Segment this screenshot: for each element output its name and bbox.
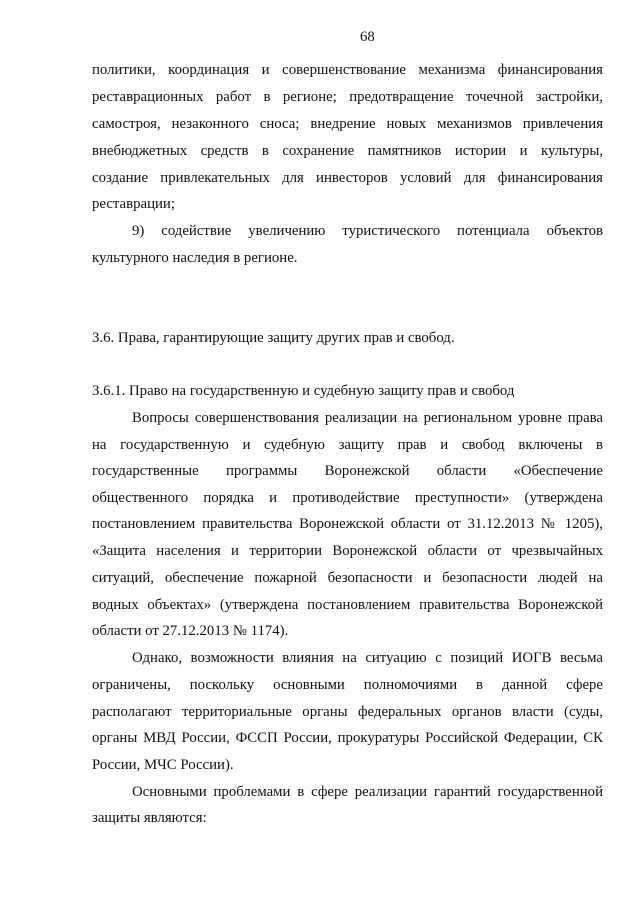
text-line: водных объектах» (утверждена постановлением правительства Воронежской	[92, 597, 603, 613]
text-line: Вопросы совершенствования реализации на региональном уровне права	[132, 410, 603, 426]
text-line: располагают территориальные органы федеральных органов власти (суды,	[92, 704, 603, 720]
text-line: политики, координация и совершенствование механизма финансирования	[92, 62, 603, 78]
page-number: 68	[360, 29, 375, 45]
text-line: ограничены, поскольку основными полномочиями в данной сфере	[92, 677, 603, 693]
text-line: защиты являются:	[92, 810, 207, 826]
text-line: на государственную и судебную защиту прав и свобод включены в	[92, 437, 603, 453]
text-line: общественного порядка и противодействие преступности» (утверждена	[92, 490, 603, 506]
text-line: создание привлекательных для инвесторов условий для финансирования	[92, 170, 603, 186]
text-line: Основными проблемами в сфере реализации гарантий государственной	[132, 784, 603, 800]
text-line: государственные программы Воронежской области «Обеспечение	[92, 463, 603, 479]
text-line: ситуаций, обеспечение пожарной безопасности и безопасности людей на	[92, 570, 603, 586]
text-line: внебюджетных средств в сохранение памятников истории и культуры,	[92, 143, 603, 159]
text-line: области от 27.12.2013 № 1174).	[92, 623, 289, 639]
text-line: реставрации;	[92, 196, 175, 212]
text-line: 9) содействие увеличению туристического потенциала объектов	[132, 223, 603, 239]
text-line: Однако, возможности влияния на ситуацию с позиций ИОГВ весьма	[132, 650, 603, 666]
text-line: органы МВД России, ФССП России, прокуратуры Российской Федерации, СК	[92, 730, 603, 746]
text-line: России, МЧС России).	[92, 757, 234, 773]
text-line: «Защита населения и территории Воронежской области от чрезвычайных	[92, 543, 603, 559]
text-line: реставрационных работ в регионе; предотвращение точечной застройки,	[92, 89, 603, 105]
section-heading: 3.6. Права, гарантирующие защиту других прав и свобод.	[92, 330, 455, 346]
text-line: культурного наследия в регионе.	[92, 250, 298, 266]
subsection-heading: 3.6.1. Право на государственную и судебную защиту прав и свобод	[92, 383, 515, 399]
text-line: постановлением правительства Воронежской области от 31.12.2013 № 1205),	[92, 516, 603, 532]
text-line: самостроя, незаконного сноса; внедрение новых механизмов привлечения	[92, 116, 603, 132]
